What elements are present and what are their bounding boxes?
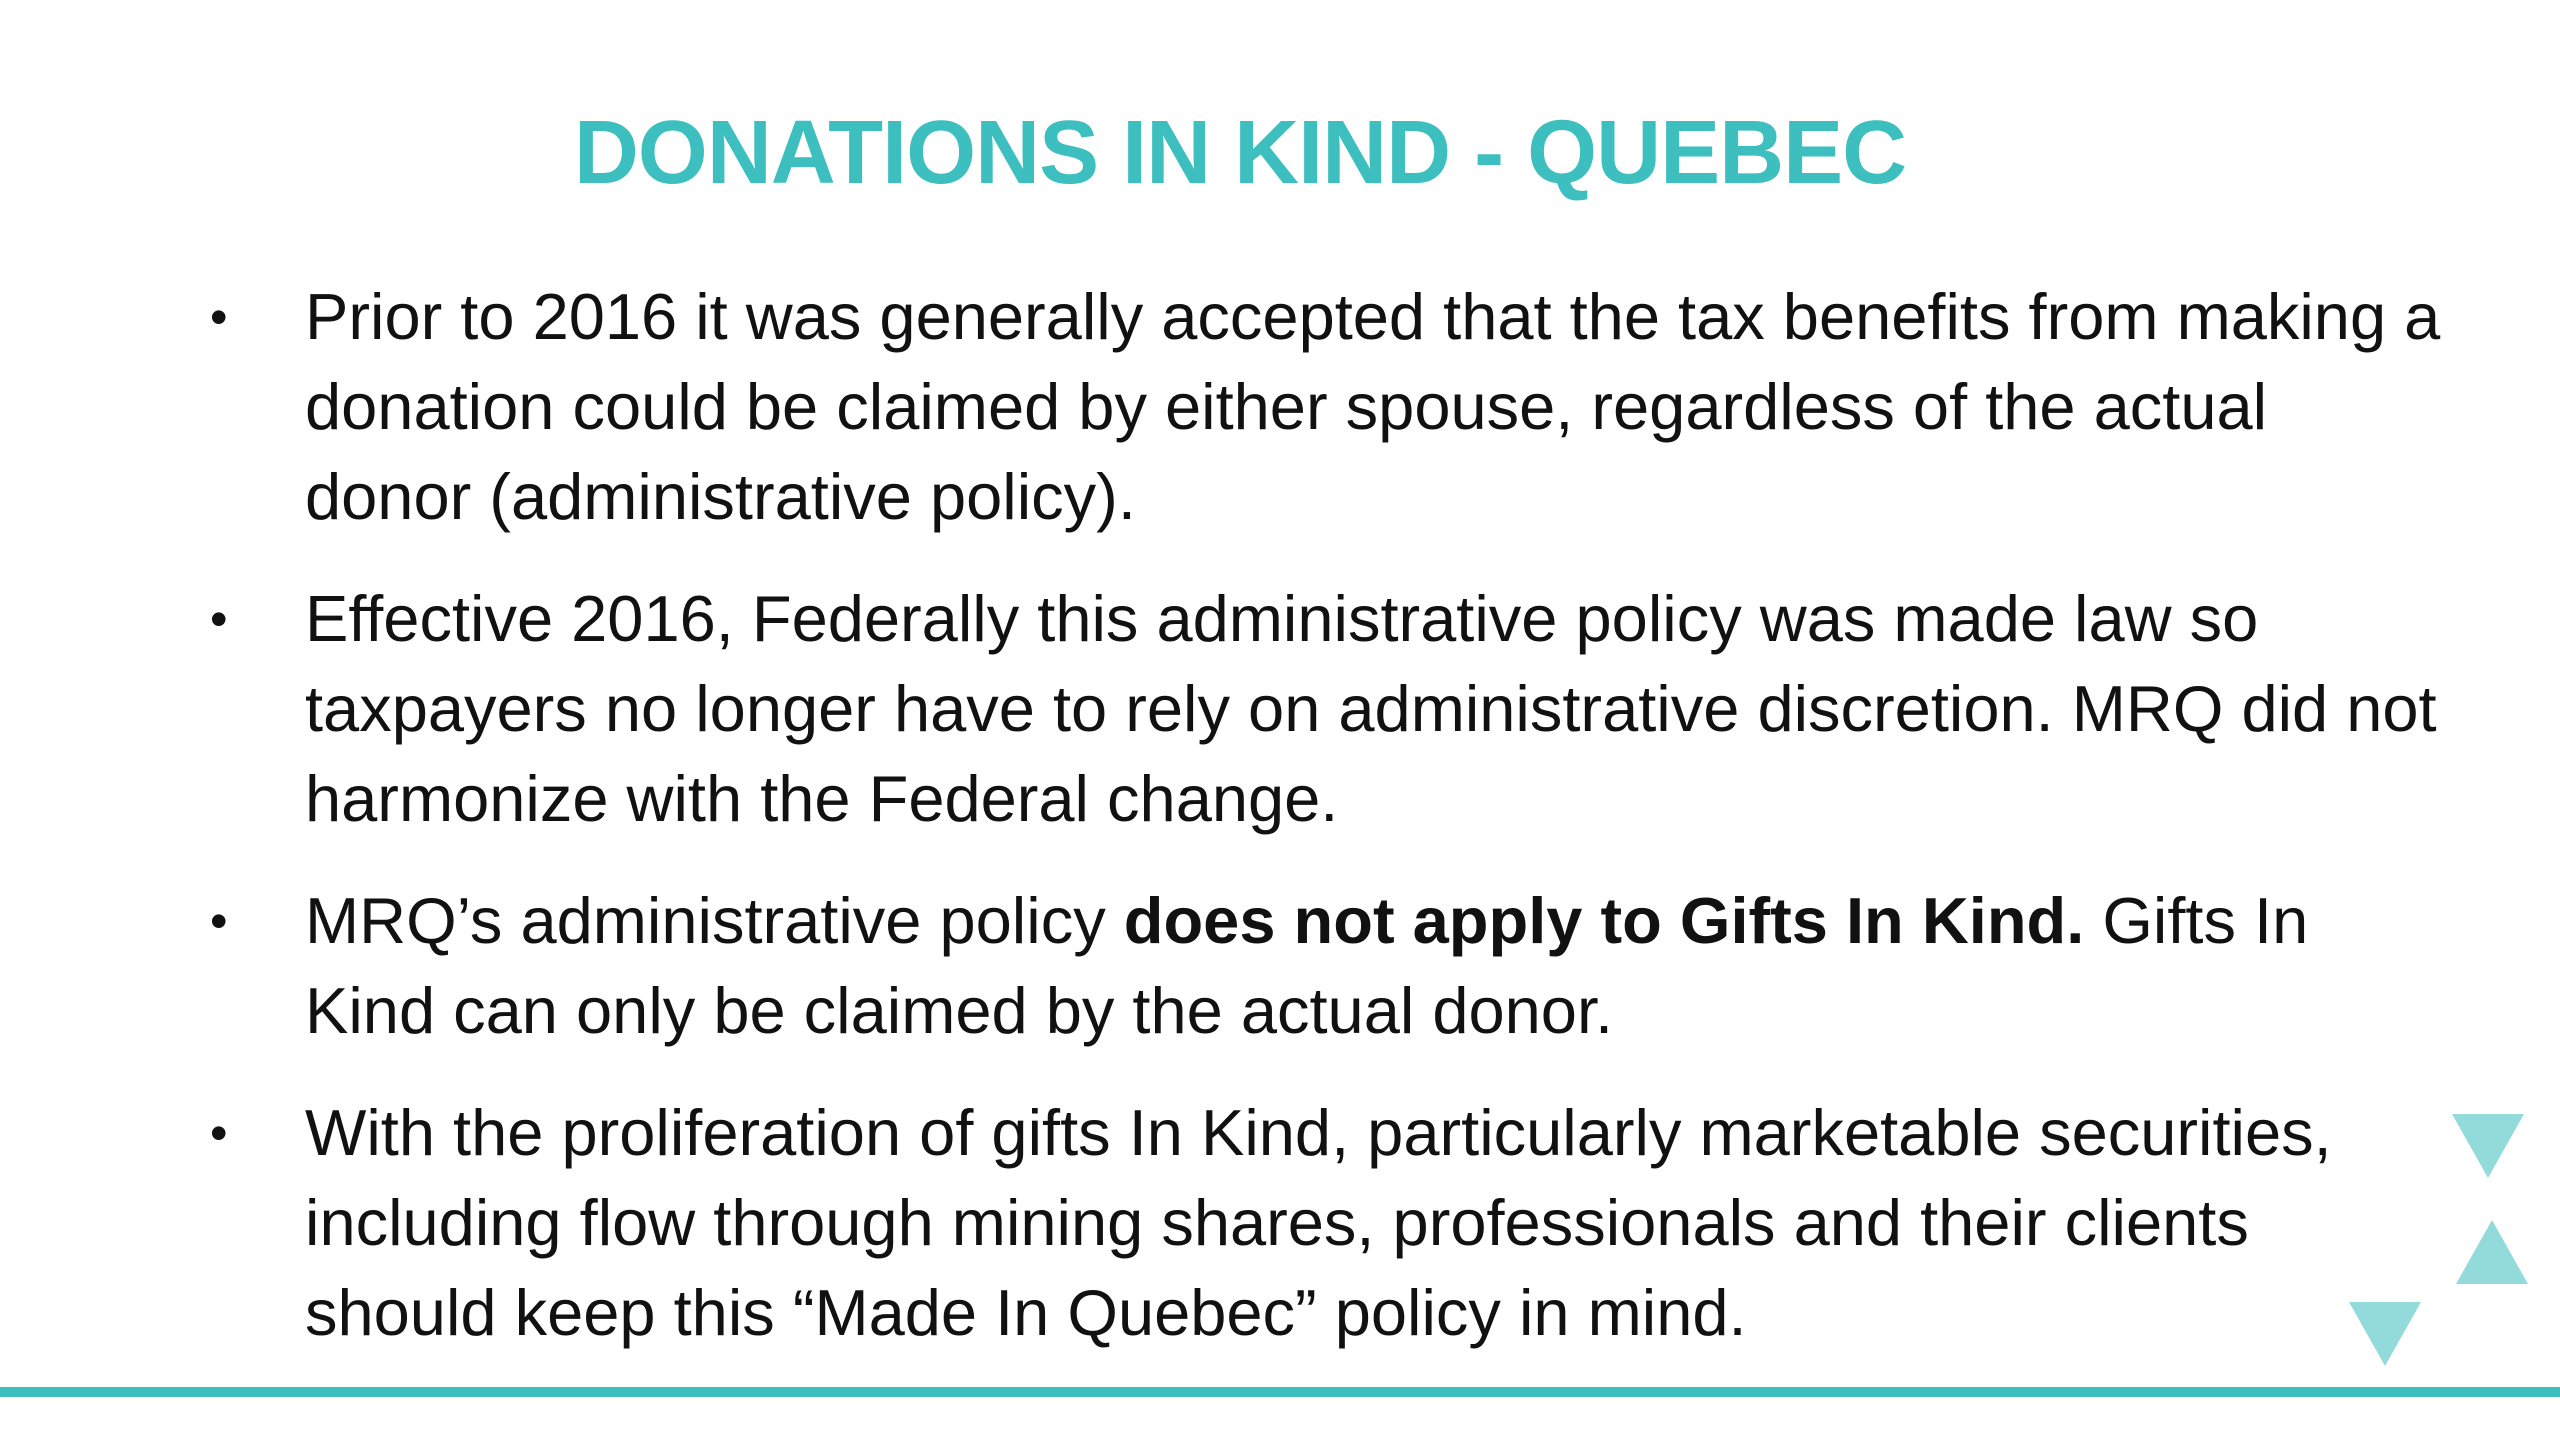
triangle-down-icon [2345, 1298, 2425, 1370]
bullet-text-emphasis: does not apply to Gifts In Kind. [1123, 884, 2085, 957]
bullet-text-tail: Gifts In Kind can only be claimed by the actual donor. [305, 884, 2309, 1047]
bullet-text: With the proliferation of gifts In Kind, particularly marketable securities, including flow through mining shares, professionals and their clients should keep this “Made In Quebec” policy in mind. [305, 1096, 2332, 1349]
bullet-marker: • [210, 1105, 228, 1161]
bullet-item [210, 272, 2450, 542]
bullet-item [210, 574, 2450, 844]
bullet-marker: • [210, 591, 228, 647]
bullet-item [210, 876, 2450, 1056]
bullet-text: Prior to 2016 it was generally accepted that the tax benefits from making a donation could be claimed by either spouse, regardless of the actual donor (administrative policy). [305, 280, 2441, 533]
bullet-text: Effective 2016, Federally this administrative policy was made law so taxpayers no longer have to rely on administrative discretion. MRQ did not harmonize with the Federal change. [305, 582, 2437, 835]
slide-title: DONATIONS IN KIND - QUEBEC [573, 103, 1907, 203]
triangle-down-icon [2448, 1110, 2528, 1182]
bullet-marker: • [210, 893, 228, 949]
bullet-text-lead: MRQ’s administrative policy [305, 884, 1124, 957]
bottom-divider [0, 1387, 2560, 1397]
triangle-up-icon [2452, 1216, 2532, 1288]
bullet-list [210, 272, 2450, 1390]
bullet-marker: • [210, 289, 228, 345]
bullet-item [210, 1088, 2450, 1358]
